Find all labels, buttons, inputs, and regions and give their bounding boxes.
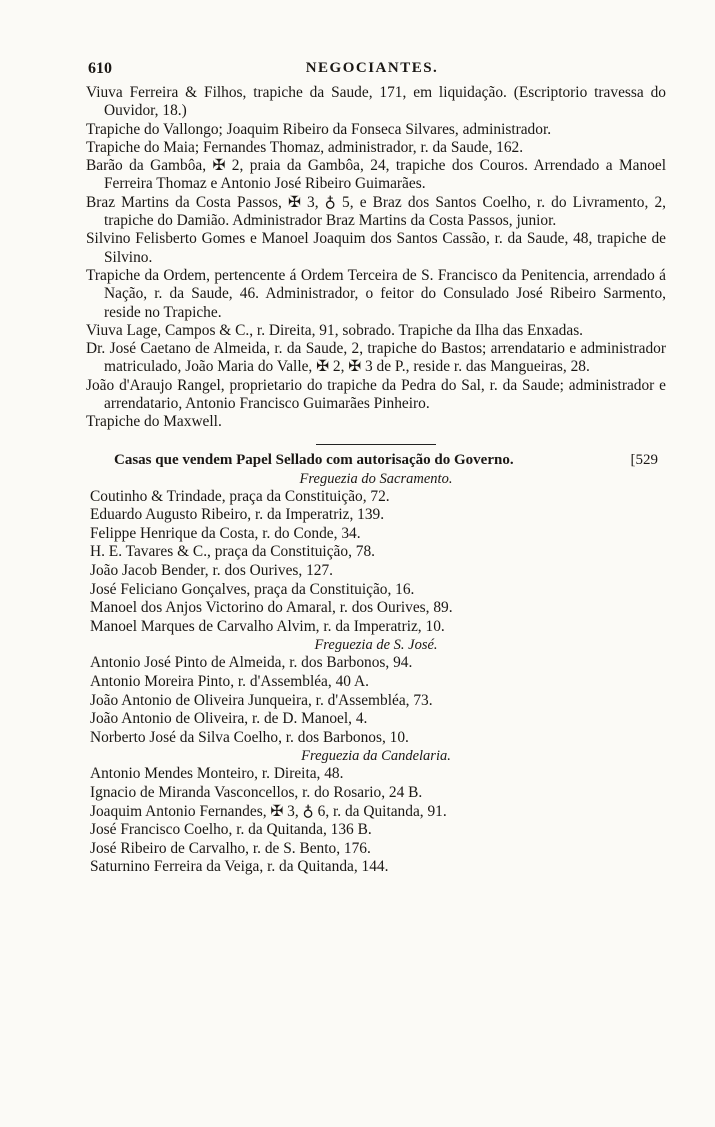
parish-heading: Freguezia do Sacramento. bbox=[299, 470, 453, 487]
page-header bbox=[88, 60, 656, 82]
directory-entry: Trapiche do Maxwell. bbox=[86, 413, 222, 431]
directory-entry: Dr. José Caetano de Almeida, r. da Saude, 2, trapiche do Bastos; arrendatario e administrador matriculado, João Maria do Valle, ✠ 2, ✠ 3 de P., reside r. das Mangueiras, 28. bbox=[86, 340, 666, 376]
section-divider bbox=[316, 444, 436, 445]
directory-entry: Trapiche do Maia; Fernandes Thomaz, administrador, r. da Saude, 162. bbox=[86, 138, 524, 156]
directory-entry: Trapiche da Ordem, pertencente á Ordem Terceira de S. Francisco da Penitencia, arrendado á Nação, r. da Saude, 46. Administrador, o feitor do Consulado José Ribeiro Sarmento, reside no Trapiche. bbox=[86, 266, 666, 321]
parish-list bbox=[86, 654, 666, 747]
list-item: Felippe Henrique da Costa, r. do Conde, 34. bbox=[90, 524, 361, 542]
list-item: Eduardo Augusto Ribeiro, r. da Imperatriz, 139. bbox=[90, 506, 385, 524]
list-item: José Ribeiro de Carvalho, r. de S. Bento, 176. bbox=[90, 839, 371, 857]
directory-entry: Silvino Felisberto Gomes e Manoel Joaquim dos Santos Cassão, r. da Saude, 48, trapiche de Silvino. bbox=[86, 230, 666, 266]
parish-list bbox=[86, 765, 666, 877]
parish-list bbox=[86, 488, 666, 637]
parish-heading: Freguezia de S. José. bbox=[314, 637, 438, 654]
list-item: João Antonio de Oliveira, r. de D. Manoel, 4. bbox=[90, 710, 368, 728]
list-item: Antonio Moreira Pinto, r. d'Assembléa, 40 A. bbox=[90, 672, 369, 690]
directory-entry: Viuva Ferreira & Filhos, trapiche da Saude, 171, em liquidação. (Escriptorio travessa do Ouvidor, 18.) bbox=[86, 84, 666, 120]
list-item: José Francisco Coelho, r. da Quitanda, 136 B. bbox=[90, 821, 372, 839]
list-item: João Antonio de Oliveira Junqueira, r. d'Assembléa, 73. bbox=[90, 691, 433, 709]
parish-heading: Freguezia da Candelaria. bbox=[301, 748, 451, 765]
section-reference: [529 bbox=[630, 451, 658, 468]
directory-entry: Viuva Lage, Campos & C., r. Direita, 91, sobrado. Trapiche da Ilha das Enxadas. bbox=[86, 321, 584, 339]
list-item: Saturnino Ferreira da Veiga, r. da Quitanda, 144. bbox=[90, 858, 389, 876]
list-item: Manoel dos Anjos Victorino do Amaral, r. dos Ourives, 89. bbox=[90, 599, 453, 617]
list-item: H. E. Tavares & C., praça da Constituição, 78. bbox=[90, 543, 376, 561]
list-item: João Jacob Bender, r. dos Ourives, 127. bbox=[90, 562, 334, 580]
list-item: Ignacio de Miranda Vasconcellos, r. do Rosario, 24 B. bbox=[90, 783, 423, 801]
list-item: Norberto José da Silva Coelho, r. dos Barbonos, 10. bbox=[90, 728, 409, 746]
directory-entry: João d'Araujo Rangel, proprietario do trapiche da Pedra do Sal, r. da Saude; administrador e arrendatario, Antonio Francisco Guimarães Pinheiro. bbox=[86, 376, 666, 413]
directory-entry: Barão da Gambôa, ✠ 2, praia da Gambôa, 24, trapiche dos Couros. Arrendado a Manoel Ferreira Thomaz e Antonio José Ribeiro Guimarães. bbox=[86, 157, 666, 193]
section-heading bbox=[86, 450, 666, 470]
page-body bbox=[86, 84, 666, 877]
directory-entry: Trapiche do Vallongo; Joaquim Ribeiro da Fonseca Silvares, administrador. bbox=[86, 120, 552, 138]
list-item: Antonio Mendes Monteiro, r. Direita, 48. bbox=[90, 765, 344, 783]
directory-entry: Braz Martins da Costa Passos, ✠ 3, ♁ 5, e Braz dos Santos Coelho, r. do Livramento, 2, trapiche do Damião. Administrador Braz Martins da Costa Passos, junior. bbox=[86, 193, 666, 230]
list-item: José Feliciano Gonçalves, praça da Constituição, 16. bbox=[90, 580, 415, 598]
page-number: 610 bbox=[88, 60, 112, 77]
list-item: Coutinho & Trindade, praça da Constituição, 72. bbox=[90, 487, 390, 505]
list-item: Antonio José Pinto de Almeida, r. dos Barbonos, 94. bbox=[90, 654, 413, 672]
section-title: Casas que vendem Papel Sellado com autorisação do Governo. bbox=[114, 451, 514, 468]
list-item: Manoel Marques de Carvalho Alvim, r. da Imperatriz, 10. bbox=[90, 617, 445, 635]
running-title: NEGOCIANTES. bbox=[305, 60, 439, 76]
list-item: Joaquim Antonio Fernandes, ✠ 3, ♁ 6, r. da Quitanda, 91. bbox=[90, 802, 447, 820]
